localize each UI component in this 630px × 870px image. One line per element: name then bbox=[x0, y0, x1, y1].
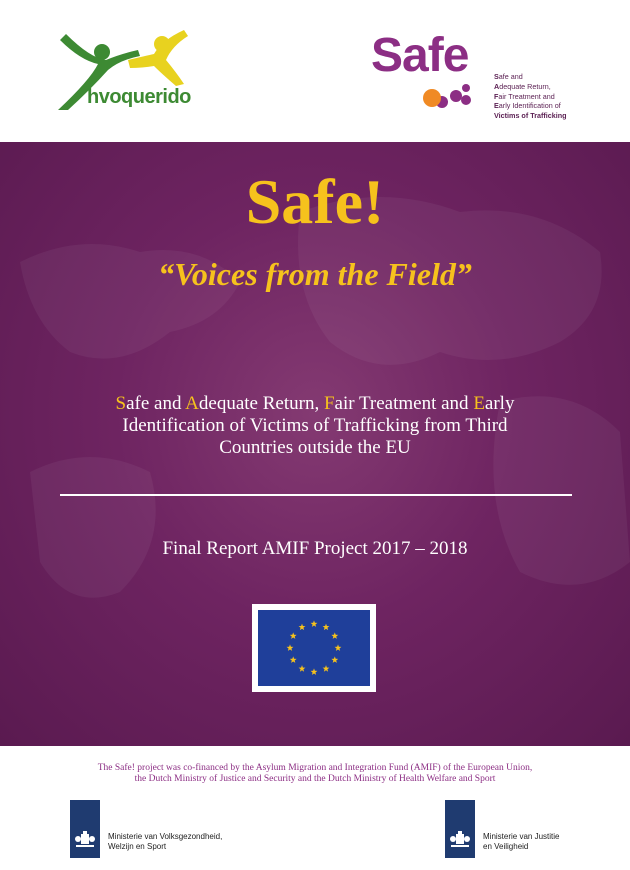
ministry-bar bbox=[70, 800, 100, 858]
safe-logo-word: Safe bbox=[371, 29, 469, 82]
project-description: Safe and Adequate Return, Fair Treatment and Early Identification of Victims of Trafficking from Third Countries outside the EU bbox=[115, 393, 515, 458]
report-subtitle: Final Report AMIF Project 2017 – 2018 bbox=[162, 538, 468, 559]
eu-flag bbox=[252, 604, 376, 692]
coat-of-arms-icon bbox=[74, 830, 96, 850]
cofinance-note: The Safe! project was co-financed by the Asylum Migration and Integration Fund (AMIF) of the European Union, the Dutch Ministry of Justice and Security and the Dutch Ministry of Health Welfare and Sport bbox=[97, 763, 533, 784]
ministry-name: Ministerie van Volksgezondheid, Welzijn en Sport bbox=[108, 832, 223, 851]
cover-title: Safe! bbox=[245, 166, 385, 237]
ministry-bar bbox=[445, 800, 475, 858]
safe-logo-tagline: Safe and Adequate Return, Fair Treatment and Early Identification of Victims of Trafficking bbox=[494, 72, 567, 121]
eu-flag-icon bbox=[258, 610, 370, 686]
hvoquerido-wordmark: hvoquerido bbox=[87, 86, 191, 108]
divider bbox=[60, 494, 572, 496]
cover-subtitle: “Voices from the Field” bbox=[158, 256, 472, 292]
coat-of-arms-icon bbox=[449, 830, 471, 850]
header bbox=[0, 0, 630, 142]
ministry-name: Ministerie van Justitie en Veiligheid bbox=[483, 832, 560, 851]
